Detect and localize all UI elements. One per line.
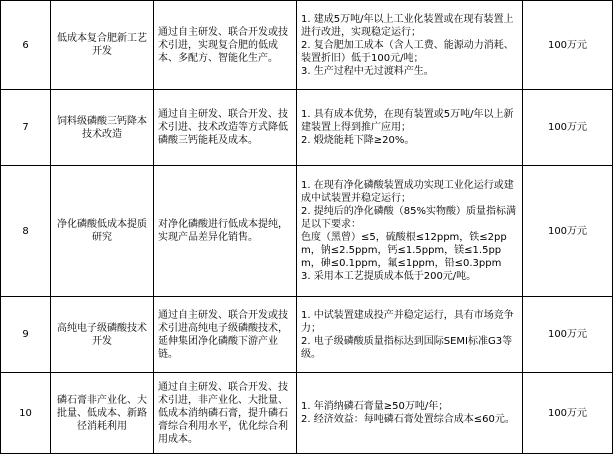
row-number: 8	[1, 166, 51, 297]
target-line: 色度（黑曾）≤5，硫酸根≤12ppm，铁≤2ppm，钠≤2.5ppm，钙≤1.5ppm，镁≤1.5ppm，砷≤0.1ppm，氟≤1ppm，铅≤0.3ppm	[301, 232, 507, 269]
target-line: 3. 采用本工艺提质成本低于200元/吨。	[301, 271, 477, 282]
target-line: 2. 煅烧能耗下降≥20%。	[301, 135, 415, 146]
target-line: 1. 在现有净化磷酸装置成功实现工业化运行或建成中试装置并稳定运行；	[301, 180, 514, 204]
project-targets	[297, 166, 523, 297]
target-line: 1. 具有成本优势，在现有装置或5万吨/年以上新建装置上得到推广应用；	[301, 109, 514, 133]
investment-amount: 100万元	[523, 166, 613, 297]
project-name: 饲料级磷酸三钙降本技术改造	[51, 90, 154, 166]
project-targets	[297, 373, 523, 454]
investment-amount: 100万元	[523, 90, 613, 166]
row-number: 10	[1, 373, 51, 454]
project-name: 净化磷酸低成本提质研究	[51, 166, 154, 297]
target-line: 2. 经济效益：每吨磷石膏处置综合成本≤60元。	[301, 414, 515, 425]
table-row	[1, 373, 613, 454]
target-line: 2. 提纯后的净化磷酸（85%实物酸）质量指标满足以下要求：	[301, 206, 516, 230]
investment-amount: 100万元	[523, 1, 613, 90]
project-name: 高纯电子级磷酸技术开发	[51, 297, 154, 373]
project-targets	[297, 90, 523, 166]
project-name: 磷石膏非产业化、大批量、低成本、新路径消耗利用	[51, 373, 154, 454]
project-method: 通过自主研发、联合开发或技术引进，实现复合肥的低成本、多配方、智能化生产。	[154, 1, 297, 90]
target-line: 2. 复合肥加工成本（含人工费、能源动力消耗、装置折旧）低于100元/吨；	[301, 39, 514, 64]
table-row	[1, 1, 613, 90]
target-line: 2. 电子级磷酸质量指标达到国际SEMI标准G3等级。	[301, 335, 513, 360]
investment-amount: 100万元	[523, 373, 613, 454]
table-row	[1, 297, 613, 373]
project-method: 通过自主研发、联合开发、技术引进，非产业化、大批量、低成本消纳磷石膏，提升磷石膏综合利用水平，优化综合利用成本。	[154, 373, 297, 454]
table-row	[1, 166, 613, 297]
target-line: 1. 年消纳磷石膏量≥50万吨/年；	[301, 401, 449, 412]
project-method: 通过自主研发、联合开发或技术引进高纯电子级磷酸技术，延伸集团净化磷酸下游产业链。	[154, 297, 297, 373]
table-row	[1, 90, 613, 166]
project-method: 通过自主研发、联合开发、技术引进、技术改造等方式降低磷酸三钙能耗及成本。	[154, 90, 297, 166]
row-number: 9	[1, 297, 51, 373]
row-number: 7	[1, 90, 51, 166]
project-targets	[297, 297, 523, 373]
row-number: 6	[1, 1, 51, 90]
target-line: 1. 中试装置建成投产并稳定运行，具有市场竞争力；	[301, 309, 514, 334]
project-targets	[297, 1, 523, 90]
investment-amount: 100万元	[523, 297, 613, 373]
project-method: 对净化磷酸进行低成本提纯，实现产品差异化销售。	[154, 166, 297, 297]
project-name: 低成本复合肥新工艺开发	[51, 1, 154, 90]
target-line: 3. 生产过程中无过渡料产生。	[301, 65, 434, 77]
target-line: 1. 建成5万吨/年以上工业化装置或在现有装置上进行改进，实现稳定运行；	[301, 13, 514, 38]
